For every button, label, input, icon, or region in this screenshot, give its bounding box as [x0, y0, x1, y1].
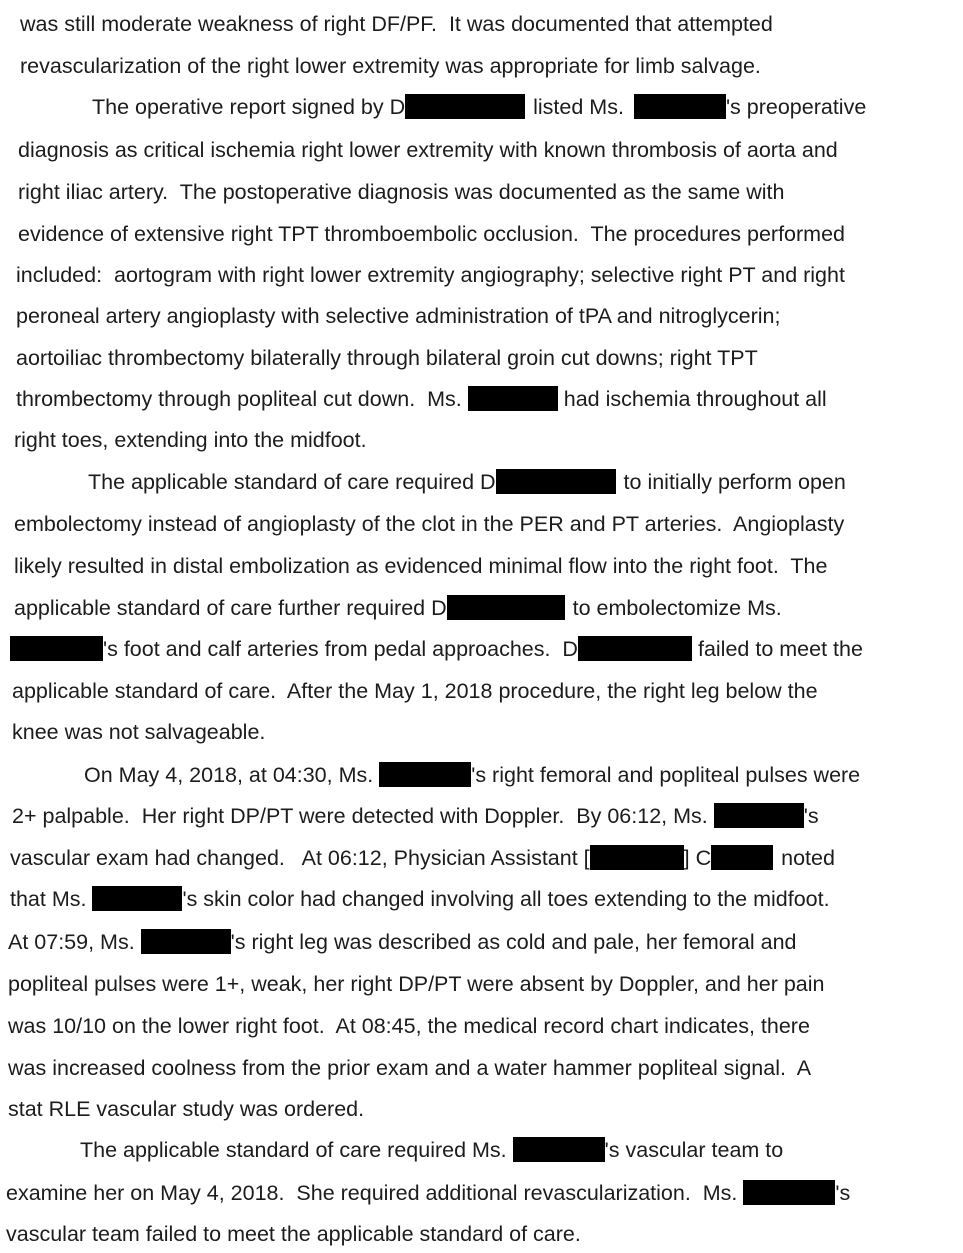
text-span: On May 4, 2018, at 04:30, Ms. — [84, 763, 374, 787]
redaction-bar — [92, 886, 182, 911]
redaction-bar — [590, 845, 684, 870]
text-span: that Ms. — [10, 887, 87, 911]
text-span: noted — [781, 846, 835, 870]
redaction-bar — [468, 386, 558, 411]
text-span: likely resulted in distal embolization as evidenced minimal flow into the right foot. The — [14, 554, 828, 578]
text-line — [14, 427, 367, 453]
text-line — [14, 553, 827, 579]
text-span: was still moderate weakness of right DF/PF. It was documented that attempted — [20, 12, 773, 36]
text-span: examine her on May 4, 2018. She required additional revascularization. Ms. — [6, 1181, 738, 1205]
text-line — [12, 719, 265, 745]
text-span: was 10/10 on the lower right foot. At 08:45, the medical record chart indicates, there — [8, 1014, 810, 1038]
text-line — [84, 762, 860, 788]
text-span: 's right femoral and popliteal pulses were — [471, 763, 861, 787]
text-line — [16, 345, 758, 371]
redaction-bar — [141, 929, 231, 954]
text-span: revascularization of the right lower extremity was appropriate for limb salvage. — [20, 54, 761, 78]
text-line — [14, 595, 782, 621]
text-line — [16, 262, 845, 288]
text-span: included: aortogram with right lower extremity angiography; selective right PT and right — [16, 263, 845, 287]
text-span: had ischemia throughout all — [563, 387, 827, 411]
text-span: ] C — [683, 846, 712, 870]
text-span: right iliac artery. The postoperative diagnosis was documented as the same with — [18, 180, 785, 204]
text-span: diagnosis as critical ischemia right lower extremity with known thrombosis of aorta and — [18, 138, 838, 162]
redaction-bar — [578, 636, 692, 661]
text-line — [8, 929, 797, 955]
text-line — [12, 803, 819, 829]
text-span: embolectomy instead of angioplasty of the clot in the PER and PT arteries. Angioplasty — [14, 512, 845, 536]
redaction-bar — [634, 94, 726, 119]
text-span: failed to meet the — [697, 637, 863, 661]
text-span: vascular exam had changed. At 06:12, Physician Assistant [ — [10, 846, 590, 870]
text-line — [80, 1137, 783, 1163]
text-line — [18, 137, 838, 163]
text-span: 's preoperative — [725, 95, 867, 119]
text-span: was increased coolness from the prior exam and a water hammer popliteal signal. A — [8, 1056, 812, 1080]
text-line — [16, 303, 780, 329]
text-span: peroneal artery angioplasty with selective administration of tPA and nitroglycerin; — [16, 304, 781, 328]
text-span: 's right leg was described as cold and pale, her femoral and — [230, 930, 797, 954]
text-span: 's vascular team to — [604, 1138, 784, 1162]
text-line — [8, 1013, 810, 1039]
text-span: listed Ms. — [533, 95, 624, 119]
redaction-bar — [513, 1137, 605, 1162]
text-span: thrombectomy through popliteal cut down. Ms. — [16, 387, 462, 411]
text-line — [18, 179, 784, 205]
text-span: The applicable standard of care required Ms. — [80, 1138, 507, 1162]
redaction-bar — [496, 469, 616, 494]
redaction-bar — [711, 845, 773, 870]
text-span: 's — [803, 804, 819, 828]
text-line — [92, 94, 866, 120]
text-line — [8, 1055, 811, 1081]
text-span: popliteal pulses were 1+, weak, her right DP/PT were absent by Doppler, and her pain — [8, 972, 825, 996]
text-line — [18, 221, 845, 247]
text-span: aortoiliac thrombectomy bilaterally through bilateral groin cut downs; right TPT — [16, 346, 758, 370]
text-span: applicable standard of care. After the May 1, 2018 procedure, the right leg below the — [12, 679, 818, 703]
text-span: right toes, extending into the midfoot. — [14, 428, 367, 452]
redaction-bar — [714, 803, 804, 828]
text-line — [88, 469, 846, 495]
text-span: At 07:59, Ms. — [8, 930, 135, 954]
text-span: knee was not salvageable. — [12, 720, 266, 744]
text-span: 2+ palpable. Her right DP/PT were detected with Doppler. By 06:12, Ms. — [12, 804, 708, 828]
text-span: 's skin color had changed involving all toes extending to the midfoot. — [182, 887, 830, 911]
text-line — [12, 678, 818, 704]
text-line — [6, 1221, 581, 1247]
text-span: The operative report signed by D — [92, 95, 406, 119]
text-span: to embolectomize Ms. — [572, 596, 782, 620]
text-line — [8, 971, 824, 997]
text-span: evidence of extensive right TPT thromboembolic occlusion. The procedures performed — [18, 222, 845, 246]
text-line — [20, 11, 773, 37]
redaction-bar — [447, 595, 565, 620]
text-line — [16, 386, 827, 412]
text-line — [6, 1180, 850, 1206]
redaction-bar — [379, 762, 471, 787]
text-span: vascular team failed to meet the applicable standard of care. — [6, 1222, 581, 1246]
text-span: 's — [835, 1181, 851, 1205]
redaction-bar — [405, 94, 525, 119]
text-line — [14, 511, 844, 537]
redaction-bar — [10, 636, 103, 661]
text-line — [10, 845, 835, 871]
text-span: 's foot and calf arteries from pedal approaches. D — [103, 637, 578, 661]
text-span: The applicable standard of care required D — [88, 470, 496, 494]
text-span: to initially perform open — [623, 470, 846, 494]
text-span: stat RLE vascular study was ordered. — [8, 1097, 365, 1121]
redaction-bar — [743, 1180, 835, 1205]
text-line — [10, 886, 830, 912]
text-line — [10, 636, 863, 662]
text-line — [20, 53, 761, 79]
text-span: applicable standard of care further required D — [14, 596, 447, 620]
text-line — [8, 1096, 364, 1122]
